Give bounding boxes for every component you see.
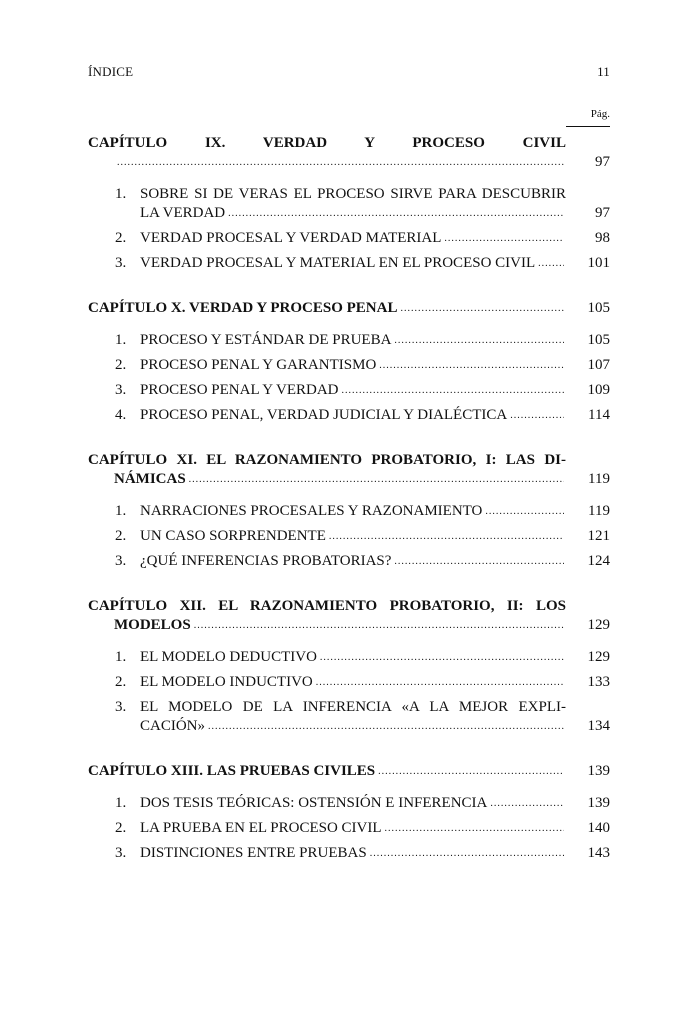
dot-leader — [370, 844, 564, 863]
dot-leader — [342, 381, 565, 400]
dot-leader — [510, 406, 564, 425]
dot-leader — [538, 254, 564, 273]
chapter-title: CAPÍTULO X. VERDAD Y PROCESO PENAL — [88, 300, 398, 316]
section-number: 2. — [115, 230, 127, 246]
chapter-title-line: CAPÍTULO IX. VERDAD Y PROCESO CIVIL — [88, 135, 566, 151]
section-entry[interactable] — [88, 844, 610, 863]
section-title: PROCESO PENAL, VERDAD JUDICIAL Y DIALÉCTICA — [140, 407, 508, 423]
section-page-number: 105 — [587, 332, 610, 348]
section-title: CACIÓN» — [140, 718, 206, 734]
section-number: 3. — [115, 699, 127, 715]
dot-leader — [394, 331, 564, 350]
section-entry[interactable] — [88, 406, 610, 425]
chapter-page-number: 119 — [588, 471, 610, 487]
section-title: NARRACIONES PROCESALES Y RAZONAMIENTO — [140, 503, 483, 519]
section-entry[interactable] — [88, 185, 610, 223]
section-number: 2. — [115, 820, 127, 836]
section-number: 2. — [115, 674, 127, 690]
chapter-entry[interactable] — [88, 134, 610, 172]
section-page-number: 139 — [587, 795, 610, 811]
section-number: 4. — [115, 407, 127, 423]
section-entry[interactable] — [88, 331, 610, 350]
section-entry[interactable] — [88, 552, 610, 571]
section-page-number: 97 — [595, 205, 610, 221]
section-entry[interactable] — [88, 229, 610, 248]
chapter-title: NÁMICAS — [114, 471, 186, 487]
section-list — [88, 794, 610, 863]
chapter-entry[interactable] — [88, 762, 610, 781]
section-page-number: 119 — [588, 503, 610, 519]
section-list — [88, 185, 610, 273]
dot-leader — [385, 819, 564, 838]
chapter-page-number: 129 — [587, 617, 610, 633]
dot-leader — [208, 717, 564, 736]
section-title: LA VERDAD — [140, 205, 226, 221]
section-title: UN CASO SORPRENDENTE — [140, 528, 326, 544]
section-entry[interactable] — [88, 254, 610, 273]
section-number: 3. — [115, 255, 127, 271]
chapter-block — [88, 451, 610, 571]
page-column-label: Pág. — [566, 108, 610, 127]
section-entry[interactable] — [88, 698, 610, 736]
section-page-number: 140 — [587, 820, 610, 836]
section-page-number: 124 — [587, 553, 610, 569]
section-title: PROCESO PENAL Y VERDAD — [140, 382, 339, 398]
dot-leader — [189, 470, 564, 489]
chapter-block — [88, 597, 610, 736]
section-number: 1. — [115, 795, 127, 811]
section-entry[interactable] — [88, 381, 610, 400]
section-page-number: 114 — [588, 407, 610, 423]
section-entry[interactable] — [88, 673, 610, 692]
dot-leader — [228, 204, 564, 223]
chapter-title-line: CAPÍTULO XII. EL RAZONAMIENTO PROBATORIO, II: LOS — [88, 598, 566, 614]
section-page-number: 143 — [587, 845, 610, 861]
chapter-block — [88, 762, 610, 863]
dot-leader — [329, 527, 564, 546]
section-title: VERDAD PROCESAL Y MATERIAL EN EL PROCESO CIVIL — [140, 255, 536, 271]
section-title: DISTINCIONES ENTRE PRUEBAS — [140, 845, 367, 861]
dot-leader — [490, 794, 564, 813]
chapter-title: MODELOS — [114, 617, 191, 633]
chapter-page-number: 139 — [587, 763, 610, 779]
section-list — [88, 331, 610, 425]
section-title-line: EL MODELO DE LA INFERENCIA «A LA MEJOR EXPLI- — [140, 699, 566, 715]
chapter-title: CAPÍTULO XIII. LAS PRUEBAS CIVILES — [88, 763, 376, 779]
section-number: 3. — [115, 553, 127, 569]
section-page-number: 121 — [587, 528, 610, 544]
section-entry[interactable] — [88, 502, 610, 521]
section-number: 3. — [115, 382, 127, 398]
section-number: 1. — [115, 332, 127, 348]
section-page-number: 129 — [587, 649, 610, 665]
section-title: EL MODELO DEDUCTIVO — [140, 649, 317, 665]
section-list — [88, 502, 610, 571]
section-title: LA PRUEBA EN EL PROCESO CIVIL — [140, 820, 382, 836]
section-title-line: SOBRE SI DE VERAS EL PROCESO SIRVE PARA DESCUBRIR — [140, 186, 566, 202]
section-number: 2. — [115, 357, 127, 373]
dot-leader — [378, 762, 564, 781]
chapter-entry[interactable] — [88, 597, 610, 635]
section-title: PROCESO PENAL Y GARANTISMO — [140, 357, 377, 373]
section-page-number: 133 — [587, 674, 610, 690]
dot-leader — [117, 153, 564, 172]
dot-leader — [194, 616, 564, 635]
dot-leader — [379, 356, 564, 375]
section-number: 1. — [115, 186, 127, 202]
dot-leader — [394, 552, 564, 571]
section-number: 3. — [115, 845, 127, 861]
dot-leader — [444, 229, 564, 248]
chapter-block — [88, 134, 610, 273]
dot-leader — [316, 673, 564, 692]
section-entry[interactable] — [88, 648, 610, 667]
header-page-number: 11 — [597, 64, 610, 79]
section-list — [88, 648, 610, 736]
header-title: ÍNDICE — [88, 64, 134, 79]
section-page-number: 98 — [595, 230, 610, 246]
section-entry[interactable] — [88, 794, 610, 813]
section-entry[interactable] — [88, 819, 610, 838]
section-title: ¿QUÉ INFERENCIAS PROBATORIAS? — [140, 553, 392, 569]
section-page-number: 107 — [587, 357, 610, 373]
chapter-title-line: CAPÍTULO XI. EL RAZONAMIENTO PROBATORIO, I: LAS DI- — [88, 452, 566, 468]
section-number: 1. — [115, 649, 127, 665]
section-title: DOS TESIS TEÓRICAS: OSTENSIÓN E INFERENCIA — [140, 795, 488, 811]
running-header — [88, 64, 610, 84]
dot-leader — [320, 648, 564, 667]
section-number: 1. — [115, 503, 127, 519]
table-of-contents — [88, 128, 610, 869]
dot-leader — [400, 299, 564, 318]
chapter-page-number: 97 — [595, 154, 610, 170]
section-title: EL MODELO INDUCTIVO — [140, 674, 313, 690]
chapter-page-number: 105 — [587, 300, 610, 316]
chapter-block — [88, 299, 610, 425]
section-title: VERDAD PROCESAL Y VERDAD MATERIAL — [140, 230, 442, 246]
section-title: PROCESO Y ESTÁNDAR DE PRUEBA — [140, 332, 392, 348]
dot-leader — [485, 502, 564, 521]
section-number: 2. — [115, 528, 127, 544]
section-page-number: 134 — [587, 718, 610, 734]
chapter-entry[interactable] — [88, 451, 610, 489]
chapter-entry[interactable] — [88, 299, 610, 318]
section-page-number: 101 — [587, 255, 610, 271]
section-entry[interactable] — [88, 527, 610, 546]
section-page-number: 109 — [587, 382, 610, 398]
section-entry[interactable] — [88, 356, 610, 375]
